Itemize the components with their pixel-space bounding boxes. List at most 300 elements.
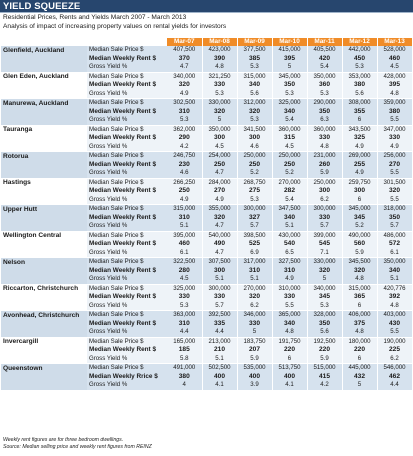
value-cell: 300,000 [307, 205, 342, 214]
value-cell: 300,000 [237, 205, 272, 214]
value-cell: 6.5 [272, 249, 307, 258]
year-header: Mar-11 [307, 38, 342, 46]
value-cell: 213,000 [202, 337, 237, 346]
value-cell: 330,000 [202, 99, 237, 108]
value-cell: 330 [237, 320, 272, 329]
metric-label: Gross Yield % [87, 328, 167, 337]
value-cell: 4.6 [167, 169, 202, 178]
value-cell: 269,000 [342, 152, 377, 161]
value-cell: 6 [272, 355, 307, 364]
table-row [1, 284, 412, 293]
value-cell: 4.5 [202, 143, 237, 152]
value-cell: 420 [307, 55, 342, 64]
value-cell: 6 [342, 196, 377, 205]
metric-label: Gross Yield % [87, 63, 167, 72]
value-cell: 308,000 [342, 99, 377, 108]
location-name: Wellington Central [1, 231, 87, 258]
year-header: Mar-09 [237, 38, 272, 46]
value-cell: 363,000 [167, 311, 202, 320]
metric-label: Median Sale Price $ [87, 337, 167, 346]
value-cell: 5.5 [272, 302, 307, 311]
value-cell: 250 [202, 161, 237, 170]
value-cell: 415 [307, 373, 342, 382]
value-cell: 5 [237, 328, 272, 337]
value-cell: 341,500 [237, 125, 272, 134]
value-cell: 300 [342, 187, 377, 196]
location-name: Invercargill [1, 337, 87, 364]
value-cell: 268,750 [237, 178, 272, 187]
value-cell: 365 [342, 293, 377, 302]
value-cell: 255 [342, 161, 377, 170]
value-cell: 315,000 [237, 72, 272, 81]
value-cell: 325,000 [167, 284, 202, 293]
value-cell: 282 [272, 187, 307, 196]
value-cell: 5.1 [202, 355, 237, 364]
location-name: Riccarton, Christchurch [1, 284, 87, 311]
value-cell: 4.1 [202, 381, 237, 390]
value-cell: 340 [377, 267, 412, 276]
value-cell: 5.4 [307, 63, 342, 72]
value-cell: 6 [342, 355, 377, 364]
value-cell: 346,000 [237, 311, 272, 320]
value-cell: 315,000 [167, 205, 202, 214]
value-cell: 320 [237, 108, 272, 117]
value-cell: 325 [342, 134, 377, 143]
value-cell: 430 [377, 320, 412, 329]
value-cell: 360,000 [272, 125, 307, 134]
value-cell: 165,000 [167, 337, 202, 346]
value-cell: 347,500 [272, 205, 307, 214]
value-cell: 192,500 [307, 337, 342, 346]
value-cell: 320 [342, 267, 377, 276]
value-cell: 5.4 [272, 116, 307, 125]
value-cell: 528,000 [377, 46, 412, 55]
value-cell: 328,000 [307, 311, 342, 320]
value-cell: 330,000 [307, 258, 342, 267]
metric-label: Median Sale Price $ [87, 46, 167, 55]
value-cell: 250,000 [237, 152, 272, 161]
value-cell: 266,250 [167, 178, 202, 187]
value-cell: 310,000 [272, 284, 307, 293]
value-cell: 4.7 [202, 249, 237, 258]
value-cell: 6.2 [237, 302, 272, 311]
value-cell: 5.2 [342, 222, 377, 231]
value-cell: 4.4 [167, 328, 202, 337]
value-cell: 560 [342, 240, 377, 249]
metric-label: Median Sale Price $ [87, 99, 167, 108]
location-name: Glenfield, Auckland [1, 46, 87, 72]
location-name: Glen Eden, Auckland [1, 72, 87, 99]
value-cell: 343,500 [342, 125, 377, 134]
value-cell: 180,000 [342, 337, 377, 346]
value-cell: 380 [342, 81, 377, 90]
metric-label: Gross Yield % [87, 222, 167, 231]
value-cell: 340 [272, 108, 307, 117]
value-cell: 183,750 [237, 337, 272, 346]
table-row [1, 231, 412, 240]
value-cell: 340,000 [167, 72, 202, 81]
location-name: Tauranga [1, 125, 87, 152]
value-cell: 4.9 [202, 196, 237, 205]
value-cell: 5.7 [307, 222, 342, 231]
value-cell: 330 [167, 293, 202, 302]
value-cell: 4.8 [272, 328, 307, 337]
value-cell: 5.1 [272, 222, 307, 231]
value-cell: 5.5 [377, 116, 412, 125]
value-cell: 246,750 [167, 152, 202, 161]
value-cell: 300 [307, 187, 342, 196]
value-cell: 350,000 [307, 72, 342, 81]
value-cell: 4.8 [377, 90, 412, 99]
metric-label: Median Weekly Rent $ [87, 108, 167, 117]
table-row [1, 311, 412, 320]
header-spacer [1, 38, 167, 46]
value-cell: 535,000 [237, 364, 272, 373]
value-cell: 5 [202, 116, 237, 125]
value-cell: 6.2 [377, 355, 412, 364]
value-cell: 395 [272, 55, 307, 64]
value-cell: 310 [167, 320, 202, 329]
value-cell: 540,000 [202, 231, 237, 240]
table-row [1, 125, 412, 134]
value-cell: 320 [307, 267, 342, 276]
metric-label: Median Weekly Rent $ [87, 346, 167, 355]
value-cell: 406,000 [342, 311, 377, 320]
value-cell: 320 [202, 108, 237, 117]
value-cell: 398,500 [237, 231, 272, 240]
table-body [1, 46, 412, 390]
value-cell: 5.7 [202, 302, 237, 311]
metric-label: Median Sale Price $ [87, 72, 167, 81]
value-cell: 6.3 [307, 116, 342, 125]
metric-label: Median Weekly Rent $ [87, 293, 167, 302]
metric-label: Gross Yield % [87, 116, 167, 125]
value-cell: 330 [307, 134, 342, 143]
value-cell: 5.7 [377, 222, 412, 231]
value-cell: 250 [272, 161, 307, 170]
value-cell: 428,000 [377, 72, 412, 81]
value-cell: 250,000 [272, 152, 307, 161]
year-header: Mar-13 [377, 38, 412, 46]
value-cell: 432 [342, 373, 377, 382]
value-cell: 350,000 [202, 125, 237, 134]
value-cell: 340 [272, 320, 307, 329]
value-cell: 353,000 [342, 72, 377, 81]
value-cell: 6 [342, 116, 377, 125]
value-cell: 345,500 [342, 258, 377, 267]
value-cell: 355 [342, 108, 377, 117]
value-cell: 5 [307, 275, 342, 284]
value-cell: 5.2 [272, 169, 307, 178]
value-cell: 430,000 [272, 231, 307, 240]
value-cell: 350 [307, 108, 342, 117]
metric-label: Median Weekly Rent $ [87, 320, 167, 329]
value-cell: 310 [237, 267, 272, 276]
value-cell: 220 [342, 346, 377, 355]
value-cell: 259,750 [342, 178, 377, 187]
value-cell: 513,750 [272, 364, 307, 373]
value-cell: 310 [272, 267, 307, 276]
location-name: Upper Hutt [1, 205, 87, 232]
metric-label: Median Weekly Rent $ [87, 134, 167, 143]
value-cell: 6.1 [167, 249, 202, 258]
value-cell: 345 [342, 214, 377, 223]
value-cell: 330 [377, 134, 412, 143]
value-cell: 320 [237, 293, 272, 302]
year-header: Mar-07 [167, 38, 202, 46]
value-cell: 572 [377, 240, 412, 249]
value-cell: 5.3 [307, 302, 342, 311]
value-cell: 360 [307, 81, 342, 90]
value-cell: 4.7 [167, 63, 202, 72]
value-cell: 345 [307, 293, 342, 302]
value-cell: 460 [377, 55, 412, 64]
value-cell: 5.5 [377, 169, 412, 178]
table-row [1, 364, 412, 373]
value-cell: 322,500 [167, 258, 202, 267]
value-cell: 377,500 [237, 46, 272, 55]
year-header: Mar-08 [202, 38, 237, 46]
value-cell: 5.9 [237, 355, 272, 364]
value-cell: 5 [342, 381, 377, 390]
value-cell: 270,000 [237, 284, 272, 293]
value-cell: 260 [307, 161, 342, 170]
value-cell: 5.2 [237, 169, 272, 178]
location-name: Nelson [1, 258, 87, 285]
value-cell: 4.9 [167, 196, 202, 205]
table-row [1, 205, 412, 214]
table-row [1, 152, 412, 161]
metric-label: Median Weekly Rent $ [87, 187, 167, 196]
value-cell: 340,000 [307, 284, 342, 293]
value-cell: 5.1 [377, 275, 412, 284]
value-cell: 490 [202, 240, 237, 249]
value-cell: 365,000 [272, 311, 307, 320]
value-cell: 380 [377, 108, 412, 117]
metric-label: Median Sale Price $ [87, 231, 167, 240]
value-cell: 490,000 [342, 231, 377, 240]
value-cell: 5.4 [272, 196, 307, 205]
value-cell: 4.5 [272, 143, 307, 152]
metric-label: Median Weekly Rent $ [87, 161, 167, 170]
metric-label: Median Sale Price $ [87, 178, 167, 187]
value-cell: 380 [167, 373, 202, 382]
value-cell: 325,000 [272, 99, 307, 108]
value-cell: 462 [377, 373, 412, 382]
value-cell: 280 [167, 267, 202, 276]
value-cell: 347,000 [377, 125, 412, 134]
metric-label: Median Sale Price $ [87, 152, 167, 161]
value-cell: 370 [167, 55, 202, 64]
value-cell: 442,000 [342, 46, 377, 55]
value-cell: 5 [272, 63, 307, 72]
value-cell: 5.6 [342, 90, 377, 99]
value-cell: 190,000 [377, 337, 412, 346]
page-title: YIELD SQUEEZE [3, 1, 81, 12]
value-cell: 502,500 [202, 364, 237, 373]
metric-label: Gross Yield % [87, 381, 167, 390]
metric-label: Gross Yield % [87, 302, 167, 311]
value-cell: 220 [272, 346, 307, 355]
value-cell: 4.8 [377, 302, 412, 311]
year-header-row [1, 38, 412, 46]
value-cell: 300 [237, 134, 272, 143]
value-cell: 4.8 [202, 63, 237, 72]
value-cell: 395 [377, 81, 412, 90]
value-cell: 400 [202, 373, 237, 382]
value-cell: 4.4 [202, 328, 237, 337]
value-cell: 185 [167, 346, 202, 355]
table-row [1, 337, 412, 346]
value-cell: 400 [272, 373, 307, 382]
value-cell: 300 [202, 134, 237, 143]
value-cell: 4 [167, 381, 202, 390]
value-cell: 250 [167, 187, 202, 196]
value-cell: 4.4 [377, 381, 412, 390]
value-cell: 355,000 [202, 205, 237, 214]
value-cell: 270 [202, 187, 237, 196]
value-cell: 5.1 [202, 275, 237, 284]
value-cell: 335 [202, 320, 237, 329]
value-cell: 4.9 [342, 143, 377, 152]
value-cell: 390 [202, 55, 237, 64]
banner-divider [0, 12, 413, 13]
year-header: Mar-10 [272, 38, 307, 46]
value-cell: 345,000 [342, 205, 377, 214]
value-cell: 230 [167, 161, 202, 170]
table-row [1, 72, 412, 81]
footnote-note: Weekly rent figures are for three bedroom dwellings. [3, 437, 124, 443]
value-cell: 392 [377, 293, 412, 302]
location-name: Queenstown [1, 364, 87, 391]
value-cell: 270,000 [272, 178, 307, 187]
value-cell: 5.3 [237, 196, 272, 205]
value-cell: 284,000 [202, 178, 237, 187]
value-cell: 302,500 [167, 99, 202, 108]
value-cell: 5.1 [167, 222, 202, 231]
metric-label: Median Weekly Rent $ [87, 55, 167, 64]
value-cell: 392,500 [202, 311, 237, 320]
table-row [1, 178, 412, 187]
value-cell: 5.7 [237, 222, 272, 231]
value-cell: 318,000 [377, 205, 412, 214]
value-cell: 330 [272, 293, 307, 302]
value-cell: 5.3 [342, 63, 377, 72]
yield-table [1, 38, 413, 391]
value-cell: 5.1 [237, 275, 272, 284]
value-cell: 207 [237, 346, 272, 355]
value-cell: 6.9 [237, 249, 272, 258]
title-banner [0, 0, 413, 13]
metric-label: Gross Yield % [87, 143, 167, 152]
metric-label: Gross Yield % [87, 355, 167, 364]
metric-label: Median Sale Price $ [87, 258, 167, 267]
value-cell: 450 [342, 55, 377, 64]
value-cell: 254,000 [202, 152, 237, 161]
value-cell: 395,000 [167, 231, 202, 240]
table-row [1, 46, 412, 55]
value-cell: 320 [377, 187, 412, 196]
value-cell: 423,000 [202, 46, 237, 55]
value-cell: 350 [377, 214, 412, 223]
table-row [1, 99, 412, 108]
metric-label: Median Weekly Rent $ [87, 240, 167, 249]
value-cell: 250 [237, 161, 272, 170]
value-cell: 420,776 [377, 284, 412, 293]
subtitle-line-1: Residential Prices, Rents and Yields March 2007 - March 2013 [3, 14, 187, 21]
value-cell: 301,500 [377, 178, 412, 187]
value-cell: 310 [167, 214, 202, 223]
metric-label: Median Weekly Rent $ [87, 267, 167, 276]
value-cell: 5.8 [167, 355, 202, 364]
metric-label: Median Sale Price $ [87, 125, 167, 134]
value-cell: 4.8 [342, 328, 377, 337]
metric-label: Median Sale Price $ [87, 311, 167, 320]
value-cell: 4.9 [272, 275, 307, 284]
value-cell: 5.3 [202, 90, 237, 99]
value-cell: 231,000 [307, 152, 342, 161]
table-row [1, 258, 412, 267]
value-cell: 486,000 [377, 231, 412, 240]
metric-label: Gross Yield % [87, 90, 167, 99]
metric-label: Median Sale Price $ [87, 364, 167, 373]
value-cell: 5.9 [342, 249, 377, 258]
value-cell: 4.9 [377, 143, 412, 152]
value-cell: 315,000 [342, 284, 377, 293]
value-cell: 460 [167, 240, 202, 249]
value-cell: 403,000 [377, 311, 412, 320]
value-cell: 515,000 [307, 364, 342, 373]
metric-label: Median Weekly Rent $ [87, 214, 167, 223]
value-cell: 4.7 [202, 222, 237, 231]
value-cell: 210 [202, 346, 237, 355]
value-cell: 5.3 [237, 63, 272, 72]
value-cell: 350 [272, 81, 307, 90]
value-cell: 340 [272, 214, 307, 223]
value-cell: 5.6 [237, 90, 272, 99]
value-cell: 545 [307, 240, 342, 249]
value-cell: 290 [167, 134, 202, 143]
value-cell: 327 [237, 214, 272, 223]
metric-label: Gross Yield % [87, 249, 167, 258]
value-cell: 4.5 [377, 63, 412, 72]
value-cell: 312,000 [237, 99, 272, 108]
metric-label: Gross Yield % [87, 275, 167, 284]
value-cell: 191,750 [272, 337, 307, 346]
metric-label: Median Weekly Rent $ [87, 81, 167, 90]
value-cell: 310 [167, 108, 202, 117]
value-cell: 375 [342, 320, 377, 329]
metric-label: Median Weekly Rrice $ [87, 373, 167, 382]
value-cell: 362,000 [167, 125, 202, 134]
value-cell: 415,000 [272, 46, 307, 55]
value-cell: 4.2 [167, 143, 202, 152]
value-cell: 445,000 [342, 364, 377, 373]
value-cell: 5.9 [307, 355, 342, 364]
value-cell: 320 [167, 81, 202, 90]
value-cell: 345,000 [272, 72, 307, 81]
footnote-source: Source: Median selling price and weekly rent figures from REINZ [3, 444, 152, 450]
value-cell: 5.3 [167, 116, 202, 125]
value-cell: 540 [272, 240, 307, 249]
value-cell: 275 [237, 187, 272, 196]
location-name: Rotorua [1, 152, 87, 179]
value-cell: 546,000 [377, 364, 412, 373]
value-cell: 6 [342, 302, 377, 311]
value-cell: 340 [237, 81, 272, 90]
value-cell: 5.3 [237, 116, 272, 125]
metric-label: Median Sale Price $ [87, 205, 167, 214]
